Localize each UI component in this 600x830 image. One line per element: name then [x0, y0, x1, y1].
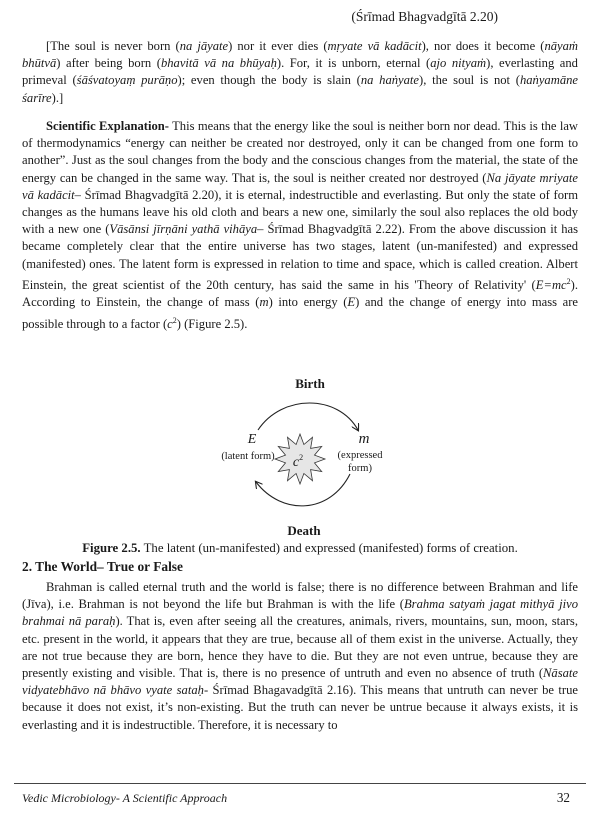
- text-run: ), everlasting and primeval (: [22, 56, 578, 88]
- italic-text: c: [167, 316, 173, 331]
- energy-symbol: E: [247, 432, 257, 447]
- text-run: ). That is, even after seeing all the creatures, animals, rivers, mountains, sun, moon, stars, etc. present in the world, it appears that they are true, because all of them exist in the universe. Actually, they are not true because they are born, hence they have to die. But they are not even untrue, because they are presently existing and visible. That is, there is no presence of untruth and even no absence of truth (: [22, 614, 578, 681]
- text-run: Śrīmad Bhagavadgītā 2.16). This means that untruth can never be true because it does not exist, it’s non-existing. But the truth can never be untrue because it always exists, it is everlasting and it is indestructible. Therefore, it is necessary to: [22, 683, 578, 732]
- text-run: ), the soul is not (: [419, 73, 520, 88]
- scientific-explanation-text: [22, 118, 578, 333]
- mass-note-line-1: (expressed: [337, 450, 383, 461]
- italic-text: Brahma satyaṁ jagat mithyā jivo brahmai nā paraḥ: [22, 597, 578, 629]
- italic-text: na jāyate: [179, 39, 229, 53]
- world-paragraph: [22, 579, 578, 734]
- italic-text: ajo nityaṁ: [430, 56, 487, 71]
- scientific-explanation-body: [22, 119, 578, 331]
- text-run: ) (Figure 2.5).: [176, 316, 248, 331]
- death-label: Death: [287, 523, 321, 538]
- figure-number: Figure 2.5.: [82, 541, 141, 555]
- italic-text: na haṅyate: [360, 73, 420, 88]
- birth-label: Birth: [295, 376, 325, 391]
- figure-caption: [22, 540, 578, 557]
- text-run: ) and the change of energy into mass are possible through to a factor (: [22, 295, 578, 331]
- verse-translation: [22, 38, 578, 107]
- text-run: ) nor it ever dies (: [228, 39, 328, 53]
- italic-text: Na jāyate mriyate vā kadācit–: [22, 170, 578, 202]
- death-arrow: [256, 474, 350, 506]
- text-run: Śrīmad Bhagvadgītā 2.22). From the above discussion it has became completely clear that the entire universe has two stages, latent (un-manifested) and expressed (manifested) ones. The latent form is expressed in relation to time and space, which is called creation. Albert Einstein, the great scientist of the 20th century, has said the same in his 'Theory of Relativity' (: [22, 222, 578, 293]
- italic-text: E: [347, 295, 356, 310]
- italic-text: E=mc: [535, 278, 567, 293]
- energy-note: (latent form): [221, 451, 275, 462]
- italic-text: Nāsate vidyatebhāvo nā bhāvo vyate sataḥ-: [22, 666, 578, 698]
- birth-arrow: [258, 403, 358, 430]
- book-title-footer: Vedic Microbiology- A Scientific Approach: [22, 791, 228, 805]
- italic-text: m: [259, 295, 269, 310]
- text-run: ). For, it is unborn, eternal (: [276, 56, 431, 71]
- text-run: ). According to Einstein, the change of mass (: [22, 278, 578, 310]
- italic-text: haṅyamāne śarīre: [22, 73, 579, 105]
- italic-text: śāśvatoyaṃ purāṇo: [76, 73, 178, 88]
- footer-rule: [14, 783, 586, 784]
- text-run: Śrīmad Bhagvadgītā 2.20), it is eternal, indestructible and everlasting. But only the state of form changes as the humans leave his old cloth and bears a new one, similarly the soul also replaces the old body with a new one (: [22, 187, 578, 237]
- text-run: [The soul is never born (: [46, 39, 180, 53]
- section-heading: 2. The World– True or False: [22, 559, 183, 574]
- text-run: ); even though the body is slain (: [177, 73, 361, 88]
- page-number: 32: [556, 790, 570, 805]
- scientific-explanation-lead: Scientific Explanation-: [46, 119, 169, 133]
- text-run: ).]: [51, 90, 64, 105]
- center-symbol: $c^2$: [292, 453, 304, 470]
- text-run: ) into energy (: [268, 295, 348, 310]
- figure-caption-text: The latent (un-manifested) and expressed (manifested) forms of creation.: [140, 541, 518, 555]
- text-run: ) after being born (: [56, 56, 161, 71]
- italic-text: mṛyate vā kadācit: [327, 39, 422, 53]
- text-run: This means that the energy like the soul is neither born nor dead. This is the law of thermodynamics “energy can neither be created nor destroyed, only it can be changed from one form to another”. Just as the soul changes from the body and the conscious changes from the material, the state of the energy can be changed in the same way. That is, the soul is neither created nor destroyed (: [22, 119, 579, 185]
- mass-note-line-2: form): [348, 463, 372, 474]
- text-run: Brahman is called eternal truth and the world is false; there is no difference between Brahman and life (Jīva), i.e. Brahman is not beyond the life but Brahman is with the life (: [22, 580, 578, 612]
- mass-symbol: m: [358, 431, 370, 447]
- italic-text: Vāsānsi jīrṇāni yathā vihāya–: [109, 222, 264, 237]
- superscript-text: 2: [172, 315, 177, 325]
- italic-text: bhavitā vā na bhūyaḥ: [160, 56, 277, 71]
- scientific-explanation: [22, 118, 578, 333]
- verse-translation-text: [22, 38, 578, 107]
- superscript-text: 2: [566, 276, 571, 286]
- creation-cycle-diagram: [200, 372, 400, 540]
- italic-text: nāyaṁ bhūtvā: [22, 39, 579, 71]
- text-run: ), nor does it become (: [421, 39, 545, 53]
- world-paragraph-text: [22, 579, 578, 734]
- top-citation: (Śrīmad Bhagvadgītā 2.20): [351, 9, 498, 24]
